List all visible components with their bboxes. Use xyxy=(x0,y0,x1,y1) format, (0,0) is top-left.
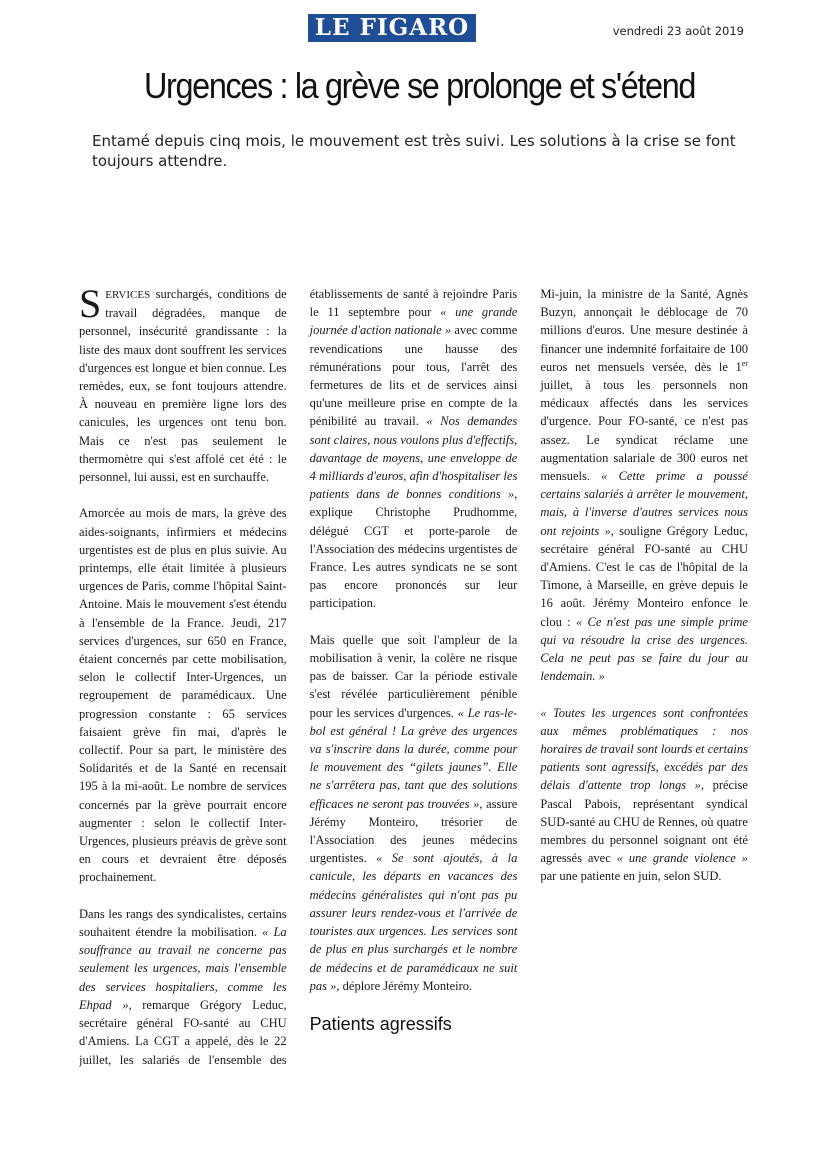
paragraph-4-text-3: , déplore Jérémy Monteiro. xyxy=(336,978,473,993)
paragraph-3-text-4: , explique Christophe Prudhomme, délégué CGT et porte-parole de l'Association des médecins urgentistes de France. Les autres syndicats ne se sont pas encore prononcés sur leur participation. xyxy=(309,487,518,611)
quote: « Le ras-le-bol est général ! La grève des urgences va s'inscrire dans la durée, comme pour le mouvement des “gilets jaunes”. Elle ne s'arrêtera pas, tant que des solutions efficaces ne seront pas trouvées » xyxy=(309,705,518,811)
quote: « Ce n'est pas une simple prime qui va résoudre la crise des urgences. Cela ne peut pas se faire du jour au lendemain. » xyxy=(540,614,748,684)
superscript: er xyxy=(741,358,748,368)
paragraph-3-text-2: , remarque Grégory Leduc, secrétaire général FO-santé au CHU d'Amiens. La CGT a appelé, dès le 22 juillet, les salariés de l'ensemble des établissements de santé à rejoindre Paris le 11 septembre pour xyxy=(79,287,518,1067)
quote: « Toutes les urgences sont confrontées aux mêmes problématiques : nos horaires de travail sont lourds et certains patients sont agressifs, excédés par des délais d'attente trop longs » xyxy=(540,705,748,793)
paragraph-3-text-3: avec comme revendications une hausse des rémunérations pour tous, l'arrêt des fermetures de lits et de services ainsi qu'une meilleure prise en compte de la pénibilité au travail. xyxy=(309,323,518,429)
article-title: Urgences : la grève se prolonge et s'étend xyxy=(144,65,696,106)
paragraph-1 xyxy=(79,285,287,486)
paragraph-3-text-1: Dans les rangs des syndicalistes, certains souhaitent étendre la mobilisation. xyxy=(79,906,287,940)
article-standfirst: Entamé depuis cinq mois, le mouvement est très suivi. Les solutions à la crise se font toujours attendre. xyxy=(92,132,736,170)
paragraph-4-text-2: , assure Jérémy Monteiro, trésorier de l'Association des jeunes médecins urgentistes. xyxy=(309,796,518,866)
paragraph-1-text: surchargés, conditions de travail dégradées, manque de personnel, insécurité grandissante : la liste des maux dont souffrent les services d'urgences est longue et bien connue. Les remèdes, eux, se font toujours attendre. À nouveau en première ligne lors des canicules, les urgences ont tenu bon. Mais ce n'est pas seulement le thermomètre qui s'est affolé cet été : le personnel, lui aussi, est en surchauffe. xyxy=(79,287,287,485)
quote: « Se sont ajoutés, à la canicule, les départs en vacances des médecins généralistes qui n'ont pas pu assurer leurs rendez-vous et l'arrivée de touristes aux urgences. Les services sont de plus en plus surchargés et le nombre de médecins et de paramédicaux ne suit pas » xyxy=(309,851,518,993)
paragraph-6-text-2: par une patiente en juin, selon SUD. xyxy=(540,869,722,884)
quote: « Nos demandes sont claires, nous voulons plus d'effectifs, davantage de moyens, une enveloppe de 4 milliards d'euros, afin d'hospitaliser les patients dans de bonnes conditions » xyxy=(309,414,518,502)
newspaper-logo: LE FIGARO xyxy=(308,14,476,42)
publication-date: vendredi 23 août 2019 xyxy=(612,24,744,38)
section-subhead: Patients agressifs xyxy=(309,1014,452,1035)
paragraph-5-text-2: juillet, à tous les personnels non médicaux affectés dans les services d'urgence. Pour FO-santé, ce n'est pas assez. Le syndicat réclame une augmentation salariale de 300 euros net mensuels. xyxy=(540,378,748,484)
paragraph-6 xyxy=(540,704,748,886)
quote: « une grande violence » xyxy=(616,851,748,866)
quote: « Cette prime a poussé certains salariés à arrêter le mouvement, mais, à l'inverse d'autres services nous ont rejoints » xyxy=(540,469,748,538)
paragraph-4 xyxy=(310,631,518,995)
paragraph-5 xyxy=(540,285,748,685)
lead-caps: ERVICES xyxy=(105,289,151,301)
paragraph-6-text-1: , précise Pascal Pabois, représentant syndical SUD-santé au CHU de Rennes, où quatre membres du personnel soignant ont été agressés avec xyxy=(540,778,748,866)
paragraph-2: Amorcée au mois de mars, la grève des aides-soignants, infirmiers et médecins urgentistes est de plus en plus suivie. Au printemps, elle était limitée à plusieurs urgences de Paris, comme l'hôpital Saint-Antoine. Mais le mouvement s'est étendu à l'ensemble de la France. Jeudi, 217 services d'urgences, sur 650 en France, étaient concernés par cette mobilisation, selon le collectif Inter-Urgences, un regroupement de paramédicaux. Une progression constante : 65 services faisaient grève fin mai, d'après le collectif. Pour sa part, le ministère des Solidarités et de la Santé en recensait 195 à la mi-août. Le nombre de services concernés par la grève pourrait encore augmenter : selon le collectif Inter-Urgences, plusieurs préavis de grève sont en cours et devraient être déposés prochainement. xyxy=(79,506,287,885)
quote: « une grande journée d'action nationale » xyxy=(309,305,518,338)
article-body xyxy=(79,285,748,1085)
dropcap: S xyxy=(79,285,102,326)
paragraph-5-text-3: , souligne Grégory Leduc, secrétaire général FO-santé au CHU d'Amiens. C'est le cas de l'hôpital de la Timone, à Marseille, en grève depuis le 16 août. Jérémy Monteiro enfonce le clou : xyxy=(540,523,748,629)
quote: « La souffrance au travail ne concerne pas seulement les urgences, mais l'ensemble des services hospitaliers, comme les Ehpad » xyxy=(79,925,287,1012)
paragraph-4-text-1: Mais quelle que soit l'ampleur de la mobilisation à venir, la colère ne risque pas de baisser. Car la période estivale s'est révélée particulièrement pénible pour les services d'urgences. xyxy=(309,632,518,720)
paragraph-5-text-1: Mi-juin, la ministre de la Santé, Agnès Buzyn, annonçait le déblocage de 70 millions d'euros. Une mesure destinée à financer une indemnité forfaitaire de 100 euros net mensuels versée, dès le 1 xyxy=(540,287,748,374)
